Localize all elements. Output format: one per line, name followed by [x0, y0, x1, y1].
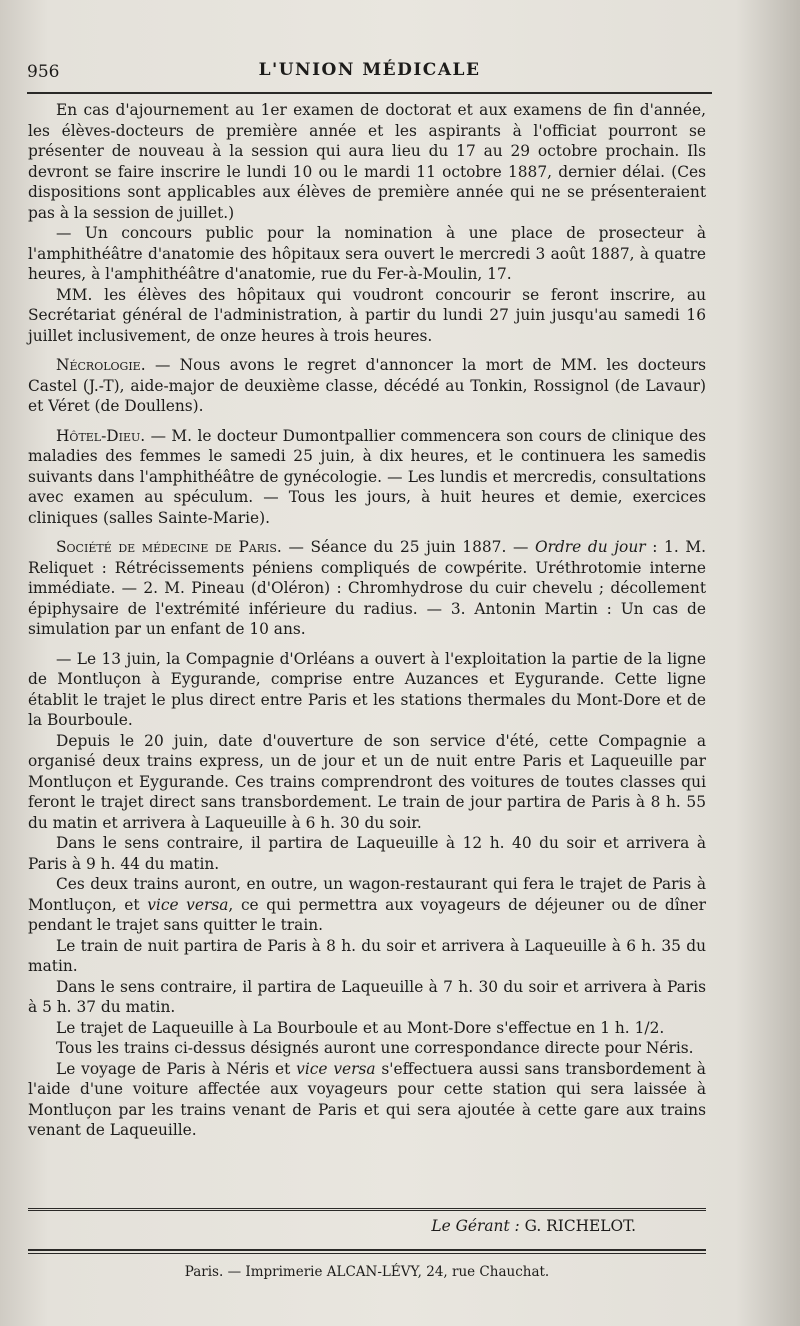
paragraph-inscription: MM. les élèves des hôpitaux qui voudront concourir se feront inscrire, au Secrétariat général de l'administration, à partir du lundi 27 juin jusqu'au samedi 16 juillet inclusivement, de onze heures à trois heures. [28, 285, 706, 345]
paragraph-trajet-bourboule: Le trajet de Laqueuille à La Bourboule et au Mont-Dore s'effectue en 1 h. 1/2. [56, 1018, 665, 1037]
page-number: 956 [27, 62, 60, 82]
paragraph-hotel-dieu: Hôtel-Dieu. — M. le docteur Dumontpallier commencera son cours de clinique des maladies des femmes le samedi 25 juin, à dix heures, et le continuera les samedis suivants dans l'amphithéâtre de gynécologie. — Les lundis et mercredis, consultations avec examen au spéculum. — Tous les jours, à huit heures et demie, exercices cliniques (salles Sainte-Marie). [28, 426, 706, 527]
printer-imprint: Paris. — Imprimerie ALCAN-LÉVY, 24, rue Chauchat. [184, 1264, 550, 1280]
section-head-hotel-dieu: Hôtel-Dieu. [56, 426, 146, 445]
gerant-signature: Le Gérant : G. RICHELOT. [431, 1217, 636, 1235]
footer-rule-thin [28, 1253, 706, 1254]
paragraph-wagon-restaurant: Ces deux trains auront, en outre, un wagon-restaurant qui fera le trajet de Paris à Montluçon, et vice versa, ce qui permettra aux voyageurs de déjeuner ou de dîner pendant le trajet sans quitter le train. [28, 875, 707, 934]
footer-double-rule [28, 1208, 706, 1211]
paragraph-trains-express: Depuis le 20 juin, date d'ouverture de son service d'été, cette Compagnie a organisé deux trains express, un de jour et un de nuit entre Paris et Laqueuille par Montluçon et Eygurande. Ces trains comprendront des voitures de toutes classes qui feront le trajet direct sans transbordement. Le train de jour partira de Paris à 8 h. 55 du matin et arrivera à Laqueuille à 6 h. 30 du soir. [28, 731, 706, 832]
paragraph-train-nuit: Le train de nuit partira de Paris à 8 h. du soir et arrivera à Laqueuille à 6 h. 35 du matin. [28, 936, 706, 975]
paragraph-sens-contraire-jour: Dans le sens contraire, il partira de Laqueuille à 12 h. 40 du soir et arrivera à Paris à 9 h. 44 du matin. [28, 834, 706, 873]
paragraph-voyage-neris: Le voyage de Paris à Néris et vice versa s'effectuera aussi sans transbordement à l'aide d'une voiture affectée aux voyageurs pour cette station qui sera laissée à Montluçon par les trains venant de Paris et qui sera ajoutée à cette gare aux trains venant de Laqueuille. [28, 1059, 706, 1139]
article-body [28, 100, 706, 1141]
paragraph-necrologie: Nécrologie. — Nous avons le regret d'annoncer la mort de MM. les docteurs Castel (J.-T), aide-major de deuxième classe, décédé au Tonkin, Rossignol (de Lavaur) et Véret (de Doullens). [28, 356, 706, 415]
section-head-necrologie: Nécrologie. [56, 356, 146, 374]
paragraph-exam-session: En cas d'ajournement au 1er examen de doctorat et aux examens de fin d'année, les élèves-docteurs de première année et les aspirants à l'officiat pourront se présenter de nouveau à la session qui aura lieu du 17 au 29 octobre prochain. Ils devront se faire inscrire le lundi 10 ou le mardi 11 octobre 1887, dernier délai. (Ces dispositions sont applicables aux élèves de première année qui ne se présenteraient pas à la session de juillet.) [28, 101, 706, 222]
paragraph-prosecteur-concours: — Un concours public pour la nomination à une place de prosecteur à l'amphithéâtre d'anatomie des hôpitaux sera ouvert le mercredi 3 août 1887, à quatre heures, à l'amphithéâtre d'anatomie, rue du Fer-à-Moulin, 17. [28, 224, 706, 283]
page-header [27, 54, 712, 84]
footer-rule-thick [28, 1249, 706, 1251]
paragraph-correspondance-neris: Tous les trains ci-dessus désignés auront une correspondance directe pour Néris. [56, 1039, 694, 1057]
paragraph-ligne-orleans: — Le 13 juin, la Compagnie d'Orléans a ouvert à l'exploitation la partie de la ligne de Montluçon à Eygurande, comprise entre Auzances et Eygurande. Cette ligne établit le trajet le plus direct entre Paris et les stations thermales du Mont-Dore et de la Bourboule. [28, 649, 706, 729]
paragraph-societe-medecine: Société de médecine de Paris. — Séance du 25 juin 1887. — Ordre du jour : 1. M. Reliquet : Rétrécissements péniens compliqués de cowpérite. Uréthrotomie interne immédiate. — 2. M. Pineau (d'Oléron) : Chromhydrose du cuir chevelu ; décollement épiphysaire de l'extrémité inférieure du radius. — 3. Antonin Martin : Un cas de simulation par un enfant de 10 ans. [28, 538, 706, 638]
header-rule [27, 92, 712, 94]
running-title: L'UNION MÉDICALE [258, 60, 481, 80]
section-head-societe: Société de médecine de Paris. [56, 538, 282, 556]
paragraph-sens-contraire-nuit: Dans le sens contraire, il partira de Laqueuille à 7 h. 30 du soir et arrivera à Paris à 5 h. 37 du matin. [28, 977, 706, 1016]
page-footer [28, 1208, 706, 1280]
